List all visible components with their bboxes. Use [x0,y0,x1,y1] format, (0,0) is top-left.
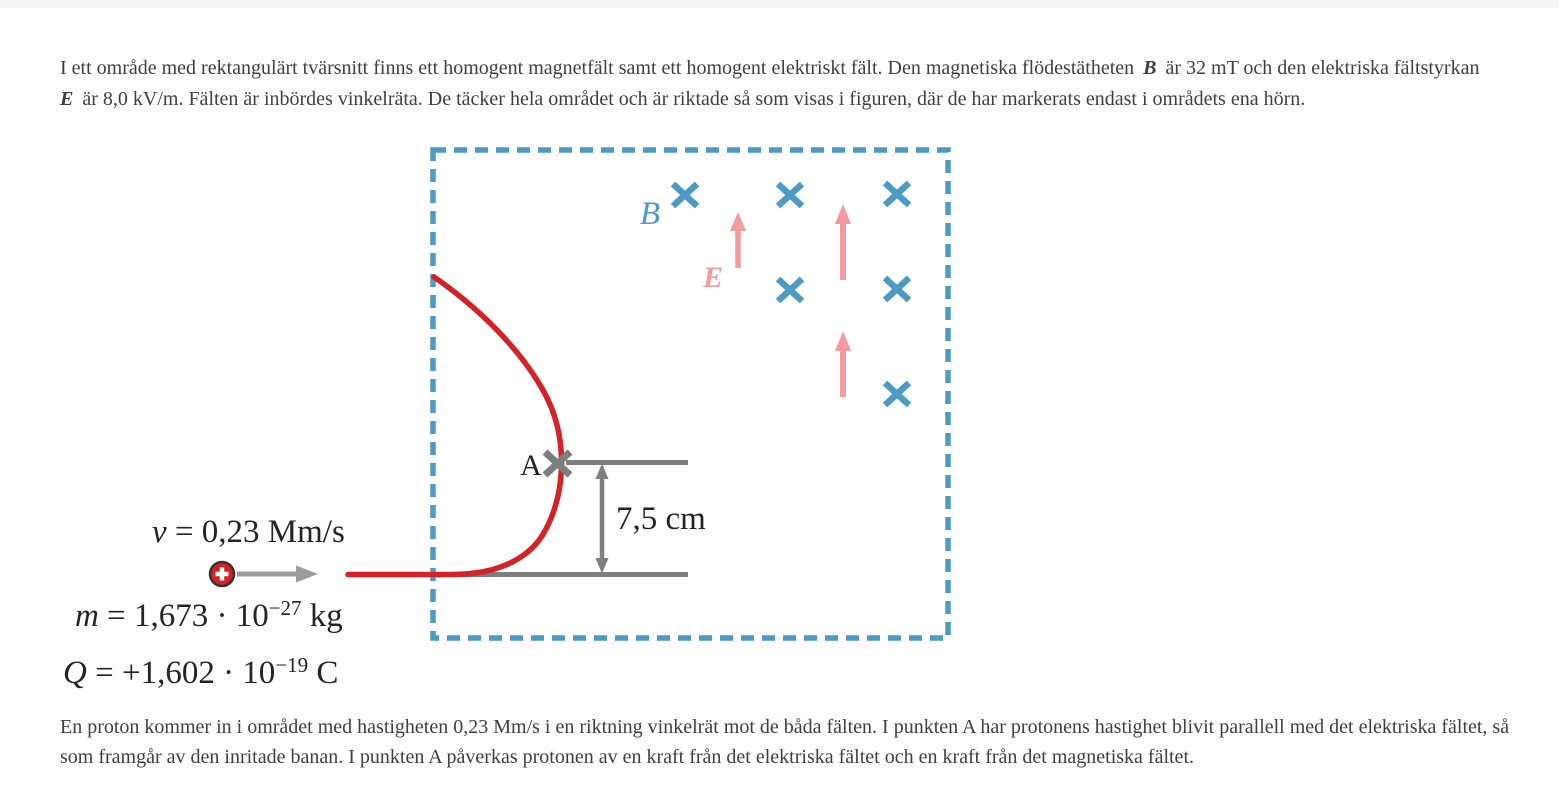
b-cross-icon [673,184,697,206]
e-arrow-icon [730,212,746,268]
mass-exponent: −27 [268,596,302,620]
mass-symbol: m [75,598,99,634]
dim-arrowhead-down-icon [596,558,609,574]
dim-arrowhead-up-icon [596,464,609,480]
mass-unit: kg [301,598,343,634]
intro-text-2: är 32 mT och den elektriska fältstyrkan [1165,57,1480,79]
velocity-arrow-icon [237,566,318,583]
b-cross-icon [778,184,802,206]
dimension-label: 7,5 cm [616,501,706,537]
velocity-formula [152,513,345,551]
velocity-symbol: v [152,514,167,550]
e-arrow-icon [835,331,851,397]
charge-value: = +1,602 · 10 [86,655,276,691]
mass-formula [75,597,343,635]
charge-symbol: Q [63,655,87,691]
b-cross-icon [885,278,909,300]
b-cross-icon [885,183,909,205]
e-arrow-icon [835,204,851,280]
b-cross-group [673,183,909,405]
mass-value: = 1,673 · 10 [98,598,269,634]
e-arrow-group [730,204,851,397]
b-field-label: B [639,196,661,232]
outro-line-2: som framgår av den inritade banan. I punkten A påverkas protonen av en kraft från det elektriska fältet och en kraft från det magnetiska fältet. [60,746,1194,768]
b-cross-icon [778,279,802,301]
problem-outro [60,712,1509,772]
outro-line-1: En proton kommer in i området med hastigheten 0,23 Mm/s i en riktning vinkelrät mot de båda fälten. I punkten A har protonens hastighet blivit parallell med det elektriska fältet, så [60,716,1510,738]
trajectory-path [348,277,562,575]
e-field-label: E [702,261,724,294]
point-a-label: A [520,449,542,482]
charge-formula [63,654,338,692]
e-symbol-inline: E [60,88,74,110]
charge-unit: C [308,655,339,691]
b-symbol-inline: B [1143,57,1157,79]
proton-icon [210,562,234,586]
velocity-value: = 0,23 Mm/s [166,514,345,550]
intro-text-3: är 8,0 kV/m. Fälten är inbördes vinkelräta. De täcker hela området och är riktade så som visas i figuren, där de har markerats endast i områdets ena hörn. [82,88,1306,110]
charge-exponent: −19 [275,653,309,677]
intro-text-1: I ett område med rektangulärt tvärsnitt finns ett homogent magnetfält samt ett homogent elektriskt fält. Den magnetiska flödestätheten [60,57,1135,79]
b-cross-icon [885,383,909,405]
